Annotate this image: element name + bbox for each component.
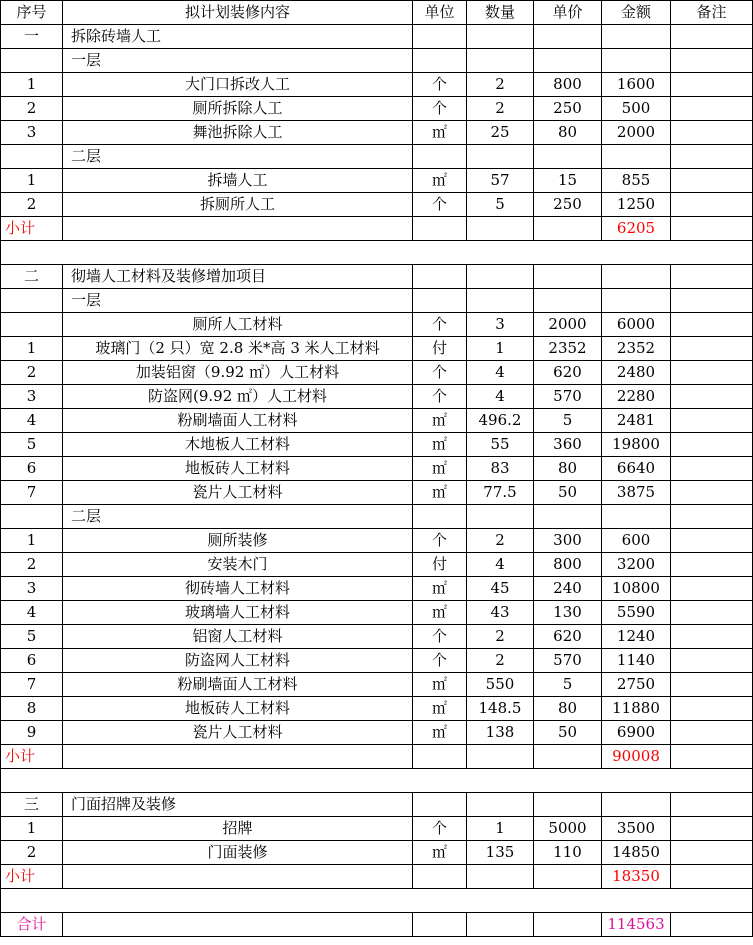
- cell-qty: 2: [467, 649, 534, 673]
- cell-note: [671, 193, 753, 217]
- cell-content: 厕所人工材料: [63, 313, 413, 337]
- cell-amount: 1140: [602, 649, 671, 673]
- table-row: [1, 841, 753, 865]
- cell-price: 570: [534, 385, 602, 409]
- cell-amount: 6900: [602, 721, 671, 745]
- header-qty: 数量: [467, 1, 534, 25]
- table-row: [1, 601, 753, 625]
- cell-unit: ㎡: [413, 121, 467, 145]
- cell-note: [671, 673, 753, 697]
- section-title: 彻墙人工材料及装修增加项目: [63, 265, 413, 289]
- section-seq: 一: [1, 25, 63, 49]
- cell-note: [671, 121, 753, 145]
- empty-cell: [413, 865, 467, 889]
- floor-row: [1, 289, 753, 313]
- empty-cell: [413, 745, 467, 769]
- empty-cell: [534, 505, 602, 529]
- empty-cell: [1, 145, 63, 169]
- cell-amount: 11880: [602, 697, 671, 721]
- cell-qty: 2: [467, 97, 534, 121]
- cell-seq: 4: [1, 601, 63, 625]
- cell-price: 620: [534, 625, 602, 649]
- cell-seq: 5: [1, 433, 63, 457]
- cell-price: 80: [534, 457, 602, 481]
- empty-cell: [467, 505, 534, 529]
- cell-seq: 7: [1, 481, 63, 505]
- cell-unit: ㎡: [413, 409, 467, 433]
- floor-label: 二层: [63, 505, 413, 529]
- subtotal-amount: 18350: [602, 865, 671, 889]
- cell-price: 80: [534, 121, 602, 145]
- cell-content: 防盗网人工材料: [63, 649, 413, 673]
- header-price: 单价: [534, 1, 602, 25]
- cell-note: [671, 361, 753, 385]
- cell-price: 50: [534, 481, 602, 505]
- cell-seq: 3: [1, 121, 63, 145]
- table-row: [1, 481, 753, 505]
- cell-amount: 5590: [602, 601, 671, 625]
- blank-row: [1, 241, 753, 265]
- cell-unit: 个: [413, 625, 467, 649]
- cell-qty: 148.5: [467, 697, 534, 721]
- table-row: [1, 817, 753, 841]
- cell-unit: ㎡: [413, 433, 467, 457]
- cell-amount: 2352: [602, 337, 671, 361]
- cell-seq: 1: [1, 73, 63, 97]
- empty-cell: [671, 505, 753, 529]
- table-row: [1, 385, 753, 409]
- cell-price: 800: [534, 553, 602, 577]
- cell-amount: 3200: [602, 553, 671, 577]
- cell-seq: 4: [1, 409, 63, 433]
- cell-amount: 2480: [602, 361, 671, 385]
- header-row: [1, 1, 753, 25]
- header-unit: 单位: [413, 1, 467, 25]
- empty-cell: [602, 289, 671, 313]
- cell-price: 250: [534, 97, 602, 121]
- cell-amount: 2481: [602, 409, 671, 433]
- cell-content: 瓷片人工材料: [63, 721, 413, 745]
- cell-unit: ㎡: [413, 697, 467, 721]
- table-row: [1, 697, 753, 721]
- blank-row: [1, 889, 753, 913]
- cell-price: 250: [534, 193, 602, 217]
- cell-price: 50: [534, 721, 602, 745]
- blank-cell: [1, 889, 753, 913]
- table-row: [1, 433, 753, 457]
- cell-content: 防盗网(9.92 ㎡）人工材料: [63, 385, 413, 409]
- cell-seq: 2: [1, 193, 63, 217]
- cell-qty: 4: [467, 361, 534, 385]
- cell-price: 2000: [534, 313, 602, 337]
- cell-amount: 10800: [602, 577, 671, 601]
- blank-row: [1, 769, 753, 793]
- empty-cell: [671, 217, 753, 241]
- cell-seq: 6: [1, 649, 63, 673]
- empty-cell: [413, 913, 467, 937]
- empty-cell: [413, 49, 467, 73]
- empty-cell: [63, 913, 413, 937]
- cell-qty: 45: [467, 577, 534, 601]
- cell-amount: 1240: [602, 625, 671, 649]
- section-row: [1, 25, 753, 49]
- cell-seq: 2: [1, 97, 63, 121]
- table-row: [1, 649, 753, 673]
- cell-qty: 5: [467, 193, 534, 217]
- empty-cell: [1, 289, 63, 313]
- cell-note: [671, 457, 753, 481]
- cell-content: 拆墙人工: [63, 169, 413, 193]
- empty-cell: [63, 745, 413, 769]
- blank-cell: [1, 241, 753, 265]
- subtotal-row: [1, 217, 753, 241]
- header-content: 拟计划装修内容: [63, 1, 413, 25]
- table-row: [1, 529, 753, 553]
- section-title: 拆除砖墙人工: [63, 25, 413, 49]
- table-row: [1, 457, 753, 481]
- cell-unit: 个: [413, 361, 467, 385]
- empty-cell: [413, 25, 467, 49]
- cell-unit: ㎡: [413, 481, 467, 505]
- cell-unit: 个: [413, 193, 467, 217]
- empty-cell: [671, 793, 753, 817]
- header-seq: 序号: [1, 1, 63, 25]
- table-row: [1, 169, 753, 193]
- cell-price: 15: [534, 169, 602, 193]
- cell-price: 360: [534, 433, 602, 457]
- cell-unit: ㎡: [413, 841, 467, 865]
- cell-note: [671, 313, 753, 337]
- cell-note: [671, 601, 753, 625]
- cell-content: 木地板人工材料: [63, 433, 413, 457]
- subtotal-row: [1, 865, 753, 889]
- cell-amount: 1600: [602, 73, 671, 97]
- floor-label: 一层: [63, 49, 413, 73]
- empty-cell: [671, 49, 753, 73]
- empty-cell: [467, 913, 534, 937]
- empty-cell: [534, 289, 602, 313]
- cell-content: 地板砖人工材料: [63, 697, 413, 721]
- cell-qty: 55: [467, 433, 534, 457]
- section-seq: 二: [1, 265, 63, 289]
- empty-cell: [467, 793, 534, 817]
- cell-price: 110: [534, 841, 602, 865]
- cell-note: [671, 481, 753, 505]
- cell-content: 舞池拆除人工: [63, 121, 413, 145]
- floor-row: [1, 505, 753, 529]
- cell-unit: ㎡: [413, 457, 467, 481]
- subtotal-amount: 6205: [602, 217, 671, 241]
- empty-cell: [467, 745, 534, 769]
- cell-seq: 8: [1, 697, 63, 721]
- cell-unit: 个: [413, 73, 467, 97]
- table-row: [1, 337, 753, 361]
- empty-cell: [534, 793, 602, 817]
- total-label: 合计: [1, 913, 63, 937]
- cell-qty: 2: [467, 529, 534, 553]
- cell-qty: 3: [467, 313, 534, 337]
- cell-unit: 个: [413, 313, 467, 337]
- cell-amount: 6000: [602, 313, 671, 337]
- subtotal-row: [1, 745, 753, 769]
- header-note: 备注: [671, 1, 753, 25]
- cell-amount: 1250: [602, 193, 671, 217]
- table-body: [1, 25, 753, 937]
- cell-note: [671, 841, 753, 865]
- cell-unit: 个: [413, 385, 467, 409]
- cell-note: [671, 385, 753, 409]
- floor-row: [1, 49, 753, 73]
- cell-qty: 1: [467, 337, 534, 361]
- empty-cell: [671, 913, 753, 937]
- empty-cell: [467, 25, 534, 49]
- table-row: [1, 625, 753, 649]
- cell-qty: 550: [467, 673, 534, 697]
- empty-cell: [467, 265, 534, 289]
- empty-cell: [467, 289, 534, 313]
- floor-row: [1, 145, 753, 169]
- cell-content: 瓷片人工材料: [63, 481, 413, 505]
- cell-content: 招牌: [63, 817, 413, 841]
- cell-content: 铝窗人工材料: [63, 625, 413, 649]
- cell-amount: 3875: [602, 481, 671, 505]
- cell-note: [671, 577, 753, 601]
- cell-content: 玻璃门（2 只）宽 2.8 米*高 3 米人工材料: [63, 337, 413, 361]
- empty-cell: [413, 145, 467, 169]
- cell-content: 粉刷墙面人工材料: [63, 673, 413, 697]
- cell-qty: 1: [467, 817, 534, 841]
- empty-cell: [413, 289, 467, 313]
- empty-cell: [671, 25, 753, 49]
- cell-seq: 2: [1, 361, 63, 385]
- cell-content: 彻砖墙人工材料: [63, 577, 413, 601]
- cell-seq: 3: [1, 577, 63, 601]
- empty-cell: [413, 217, 467, 241]
- cell-unit: 个: [413, 97, 467, 121]
- cell-seq: 5: [1, 625, 63, 649]
- table-row: [1, 73, 753, 97]
- empty-cell: [602, 25, 671, 49]
- cell-price: 5: [534, 409, 602, 433]
- cell-note: [671, 409, 753, 433]
- cell-note: [671, 649, 753, 673]
- cell-price: 570: [534, 649, 602, 673]
- cell-qty: 25: [467, 121, 534, 145]
- empty-cell: [534, 913, 602, 937]
- empty-cell: [534, 865, 602, 889]
- table-row: [1, 553, 753, 577]
- cell-amount: 19800: [602, 433, 671, 457]
- empty-cell: [413, 505, 467, 529]
- empty-cell: [63, 865, 413, 889]
- cell-seq: 1: [1, 337, 63, 361]
- empty-cell: [534, 25, 602, 49]
- cell-content: 玻璃墙人工材料: [63, 601, 413, 625]
- empty-cell: [534, 745, 602, 769]
- cell-unit: ㎡: [413, 601, 467, 625]
- cell-amount: 855: [602, 169, 671, 193]
- cell-qty: 43: [467, 601, 534, 625]
- cell-amount: 3500: [602, 817, 671, 841]
- cell-qty: 4: [467, 553, 534, 577]
- cell-price: 5000: [534, 817, 602, 841]
- cell-price: 2352: [534, 337, 602, 361]
- cell-content: 厕所装修: [63, 529, 413, 553]
- cell-amount: 6640: [602, 457, 671, 481]
- cell-note: [671, 553, 753, 577]
- cell-content: 厕所拆除人工: [63, 97, 413, 121]
- cell-note: [671, 697, 753, 721]
- floor-label: 二层: [63, 145, 413, 169]
- table-row: [1, 361, 753, 385]
- subtotal-label: 小计: [1, 745, 63, 769]
- cell-unit: ㎡: [413, 673, 467, 697]
- table-row: [1, 409, 753, 433]
- empty-cell: [467, 145, 534, 169]
- cell-seq: [1, 313, 63, 337]
- cell-amount: 2750: [602, 673, 671, 697]
- cell-amount: 500: [602, 97, 671, 121]
- cell-qty: 83: [467, 457, 534, 481]
- cell-price: 300: [534, 529, 602, 553]
- table-row: [1, 193, 753, 217]
- cell-price: 130: [534, 601, 602, 625]
- empty-cell: [534, 217, 602, 241]
- floor-label: 一层: [63, 289, 413, 313]
- cell-qty: 57: [467, 169, 534, 193]
- empty-cell: [671, 145, 753, 169]
- empty-cell: [602, 265, 671, 289]
- cell-content: 安装木门: [63, 553, 413, 577]
- empty-cell: [671, 289, 753, 313]
- cell-seq: 3: [1, 385, 63, 409]
- cell-note: [671, 817, 753, 841]
- cell-seq: 9: [1, 721, 63, 745]
- cell-seq: 1: [1, 529, 63, 553]
- table-row: [1, 313, 753, 337]
- cell-amount: 600: [602, 529, 671, 553]
- table-row: [1, 121, 753, 145]
- cell-note: [671, 433, 753, 457]
- cell-unit: 付: [413, 337, 467, 361]
- empty-cell: [467, 865, 534, 889]
- cell-seq: 2: [1, 841, 63, 865]
- total-row: [1, 913, 753, 937]
- cell-seq: 2: [1, 553, 63, 577]
- cell-seq: 1: [1, 817, 63, 841]
- cell-note: [671, 529, 753, 553]
- cell-content: 拆厕所人工: [63, 193, 413, 217]
- empty-cell: [602, 145, 671, 169]
- table-row: [1, 97, 753, 121]
- cell-unit: ㎡: [413, 169, 467, 193]
- empty-cell: [1, 49, 63, 73]
- empty-cell: [671, 865, 753, 889]
- empty-cell: [602, 505, 671, 529]
- table-row: [1, 673, 753, 697]
- cell-note: [671, 97, 753, 121]
- cell-qty: 496.2: [467, 409, 534, 433]
- section-seq: 三: [1, 793, 63, 817]
- empty-cell: [602, 49, 671, 73]
- cell-seq: 1: [1, 169, 63, 193]
- cell-content: 粉刷墙面人工材料: [63, 409, 413, 433]
- empty-cell: [413, 265, 467, 289]
- empty-cell: [413, 793, 467, 817]
- section-row: [1, 265, 753, 289]
- cell-qty: 138: [467, 721, 534, 745]
- cell-price: 80: [534, 697, 602, 721]
- subtotal-label: 小计: [1, 217, 63, 241]
- cell-unit: 个: [413, 649, 467, 673]
- empty-cell: [534, 265, 602, 289]
- subtotal-amount: 90008: [602, 745, 671, 769]
- cell-qty: 2: [467, 73, 534, 97]
- empty-cell: [671, 265, 753, 289]
- empty-cell: [671, 745, 753, 769]
- cell-content: 大门口拆改人工: [63, 73, 413, 97]
- cell-unit: ㎡: [413, 577, 467, 601]
- table-row: [1, 721, 753, 745]
- cell-qty: 77.5: [467, 481, 534, 505]
- cell-note: [671, 169, 753, 193]
- cell-qty: 2: [467, 625, 534, 649]
- cell-unit: 个: [413, 817, 467, 841]
- cell-content: 地板砖人工材料: [63, 457, 413, 481]
- cell-note: [671, 337, 753, 361]
- cell-price: 800: [534, 73, 602, 97]
- cell-content: 加装铝窗（9.92 ㎡）人工材料: [63, 361, 413, 385]
- cell-amount: 2280: [602, 385, 671, 409]
- cell-seq: 7: [1, 673, 63, 697]
- section-row: [1, 793, 753, 817]
- cell-qty: 135: [467, 841, 534, 865]
- cell-amount: 14850: [602, 841, 671, 865]
- section-title: 门面招牌及装修: [63, 793, 413, 817]
- empty-cell: [63, 217, 413, 241]
- cell-note: [671, 625, 753, 649]
- cell-price: 5: [534, 673, 602, 697]
- header-amount: 金额: [602, 1, 671, 25]
- cell-note: [671, 73, 753, 97]
- cell-content: 门面装修: [63, 841, 413, 865]
- empty-cell: [602, 793, 671, 817]
- cell-amount: 2000: [602, 121, 671, 145]
- total-amount: 114563: [602, 913, 671, 937]
- cell-unit: 付: [413, 553, 467, 577]
- cell-seq: 6: [1, 457, 63, 481]
- empty-cell: [467, 49, 534, 73]
- table-row: [1, 577, 753, 601]
- cell-price: 240: [534, 577, 602, 601]
- cell-unit: 个: [413, 529, 467, 553]
- cell-price: 620: [534, 361, 602, 385]
- cell-qty: 4: [467, 385, 534, 409]
- cell-unit: ㎡: [413, 721, 467, 745]
- empty-cell: [534, 49, 602, 73]
- subtotal-label: 小计: [1, 865, 63, 889]
- empty-cell: [1, 505, 63, 529]
- blank-cell: [1, 769, 753, 793]
- empty-cell: [467, 217, 534, 241]
- empty-cell: [534, 145, 602, 169]
- cell-note: [671, 721, 753, 745]
